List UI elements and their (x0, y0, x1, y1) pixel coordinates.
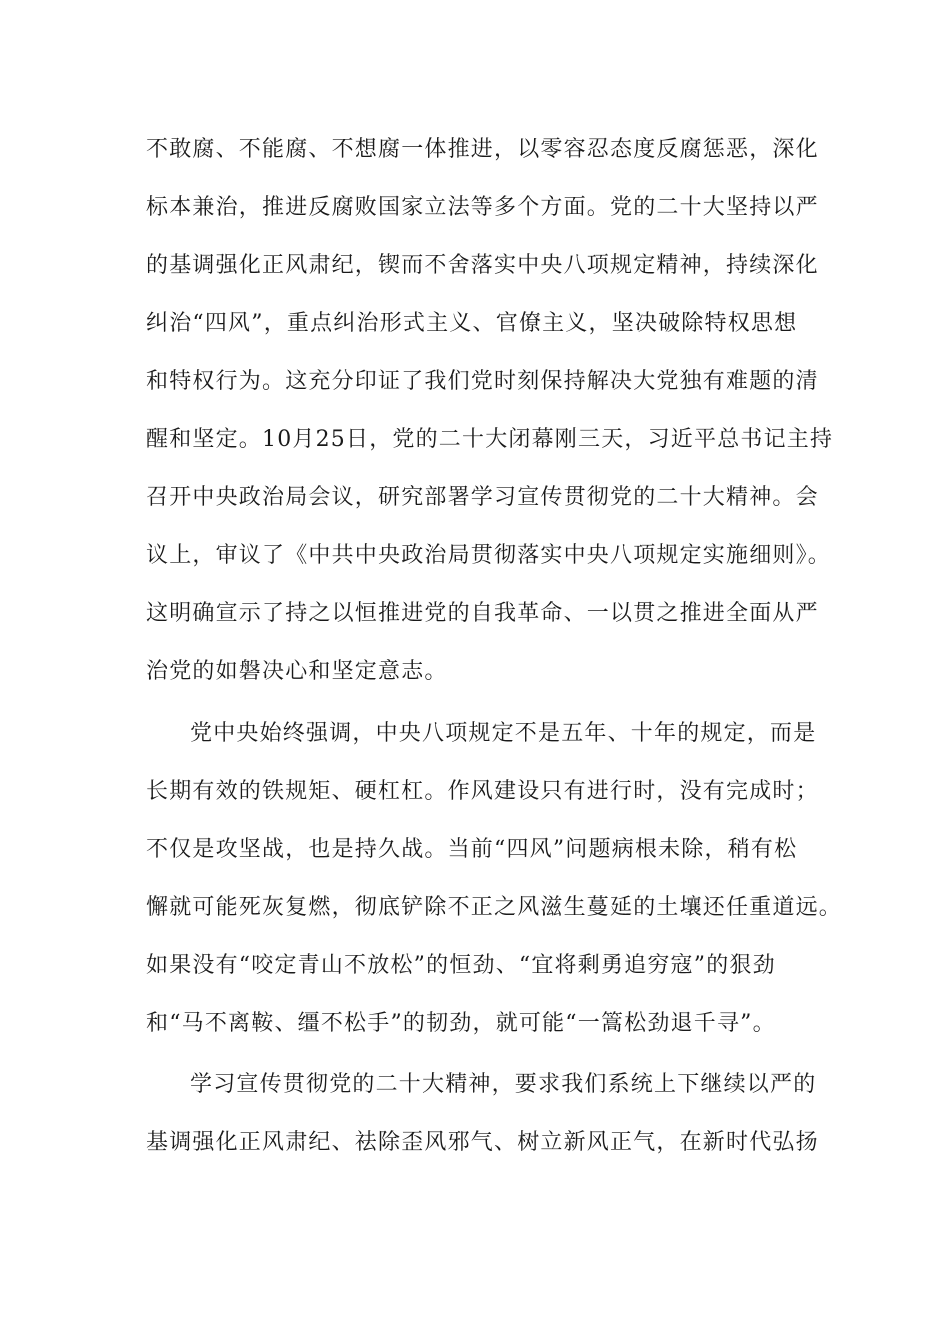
text-line: 不仅是攻坚战，也是持久战。当前“四风”问题病根未除，稍有松 (146, 837, 798, 862)
text-line: 基调强化正风肃纪、祛除歪风邪气、树立新风正气，在新时代弘扬 (146, 1130, 819, 1155)
paragraph-3 (146, 1056, 819, 1172)
paragraph-1 (146, 121, 834, 701)
text-line: 的基调强化正风肃纪，锲而不舍落实中央八项规定精神，持续深化 (146, 253, 819, 278)
text-line: 党中央始终强调，中央八项规定不是五年、十年的规定，而是 (190, 721, 817, 746)
text-line: 纠治“四风”，重点纠治形式主义、官僚主义，坚决破除特权思想 (146, 311, 798, 336)
text-line: 标本兼治，推进反腐败国家立法等多个方面。党的二十大坚持以严 (146, 195, 819, 220)
paragraph-2 (146, 705, 843, 1053)
text-line: 学习宣传贯彻党的二十大精神，要求我们系统上下继续以严的 (190, 1072, 817, 1097)
text-line: 长期有效的铁规矩、硬杠杠。作风建设只有进行时，没有完成时； (146, 779, 819, 804)
text-line: 和“马不离鞍、缰不松手”的韧劲，就可能“一篙松劲退千寻”。 (146, 1011, 776, 1036)
text-line: 不敢腐、不能腐、不想腐一体推进，以零容忍态度反腐惩恶，深化 (146, 137, 819, 162)
text-line: 如果没有“咬定青山不放松”的恒劲、“宜将剩勇追穷寇”的狠劲 (146, 953, 776, 978)
text-line: 治党的如磐决心和坚定意志。 (146, 659, 448, 684)
text-line: 议上，审议了《中共中央政治局贯彻落实中央八项规定实施细则》。 (146, 543, 832, 568)
text-line: 懈就可能死灰复燃，彻底铲除不正之风滋生蔓延的土壤还任重道远。 (146, 895, 843, 920)
text-line: 召开中央政治局会议，研究部署学习宣传贯彻党的二十大精神。会 (146, 485, 819, 510)
text-line: 这明确宣示了持之以恒推进党的自我革命、一以贯之推进全面从严 (146, 601, 819, 626)
text-line: 醒和坚定。10月25日，党的二十大闭幕刚三天，习近平总书记主持 (146, 427, 834, 452)
text-line: 和特权行为。这充分印证了我们党时刻保持解决大党独有难题的清 (146, 369, 819, 394)
